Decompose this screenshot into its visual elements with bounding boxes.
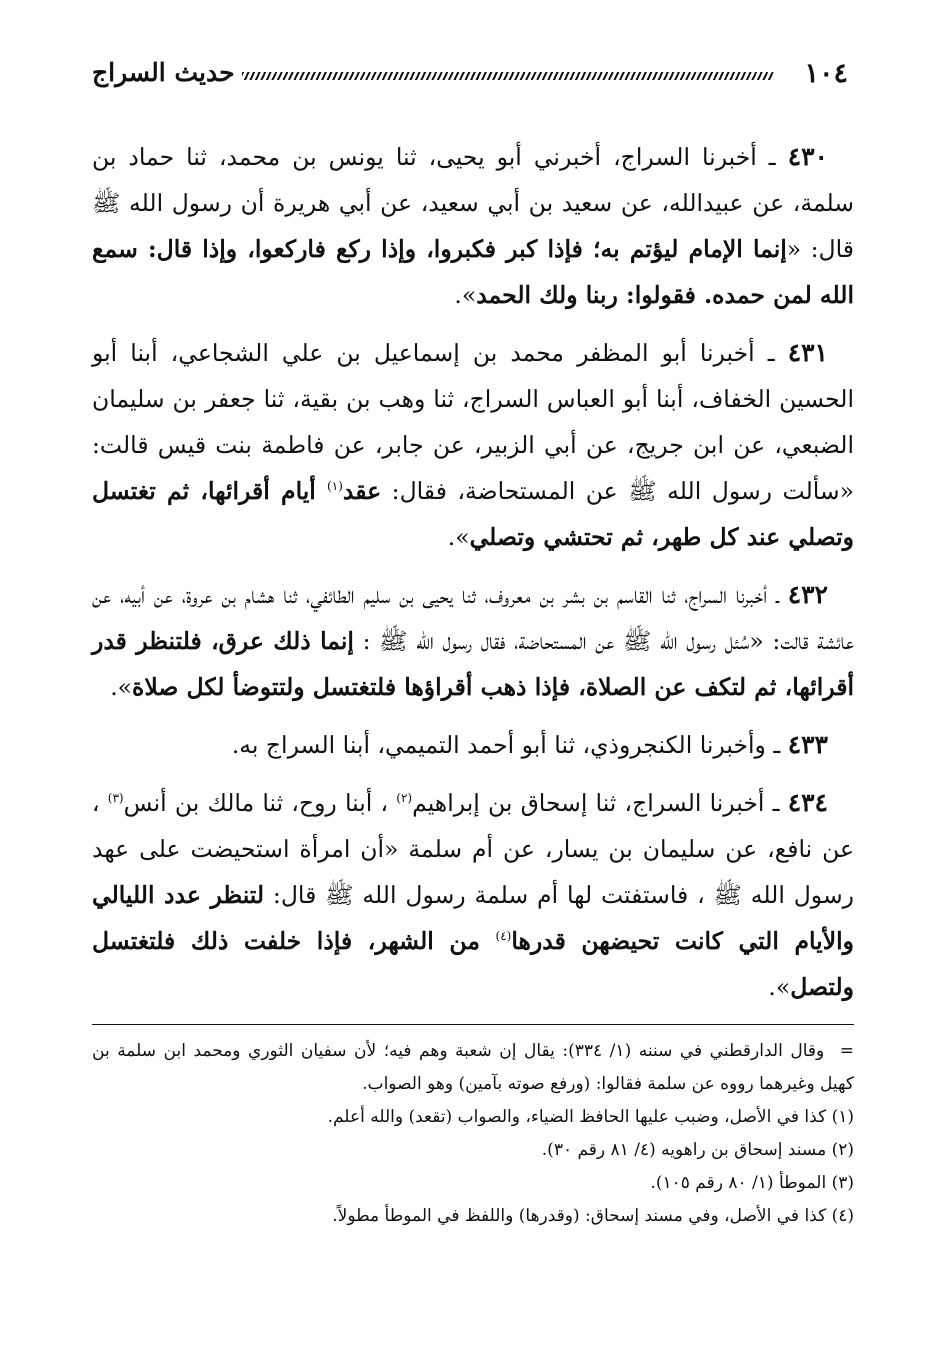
footnote-continuation [92,1035,854,1101]
hadith-paragraph [92,780,854,1010]
hadith-paragraph [92,722,854,768]
footnote-1: (١) كذا في الأصل، وضبب عليها الحافظ الضياء، والصواب (تقعد) والله أعلم. [327,1107,854,1127]
footnote-ref: (٢) [396,791,413,806]
hadith-number: ٤٣٤ [787,788,828,817]
page-number: ١٠٤ [804,58,848,89]
footnote-separator [92,1024,854,1025]
hadith-matn: من الشهر، فإذا خلفت ذلك فلتغتسل ولتصل [92,927,854,1001]
hadith-isnad: ـ أخبرنا السراج، أخبرني أبو يحيى، ثنا يونس بن محمد، ثنا حماد بن سلمة، عن عبيدالله، عن سعيد بن أبي سعيد، عن أبي هريرة أن رسول الله ﷺ قال: « [92,143,854,263]
hadith-paragraph [92,330,854,560]
continuation-mark: = [839,1041,854,1061]
hadith-isnad: ـ أخبرنا أبو المظفر محمد بن إسماعيل بن علي الشجاعي، أبنا أبو الحسين الخفاف، أبنا أبو العباس السراج، ثنا وهب بن بقية، ثنا جعفر بن سليمان الضبعي، عن ابن جريج، عن أبي الزبير، عن جابر، عن فاطمة بنت قيس قالت: «سألت رسول الله ﷺ عن المستحاضة، فقال: [92,339,854,505]
hadith-isnad: ـ وأخبرنا الكنجروذي، ثنا أبو أحمد التميمي، أبنا السراج به. [231,731,788,759]
footnote-ref: (١) [327,479,343,494]
hadith-number: ٤٣٣ [787,730,828,759]
hadith-isnad: ، عن نافع، عن سليمان بن يسار، عن أم سلمة «أن امرأة استحيضت على عهد رسول الله ﷺ ، فاستفتت لها أم سلمة رسول الله ﷺ قال: [92,789,854,909]
hadith-isnad: ». [454,281,477,309]
footnote-continuation-text: وقال الدارقطني في سننه (١/ ٣٣٤): يقال إن شعبة وهم فيه؛ لأن سفيان الثوري ومحمد ابن سلمة بن كهيل وغيرهما رووه عن سلمة فقالوا: (ورفع صوته بآمين) وهو الصواب. [92,1041,854,1094]
hadith-isnad: ـ أخبرنا السراج، ثنا القاسم بن بشر بن معروف، ثنا يحيى بن سليم الطائفي، ثنا هشام بن عروة، عن أبيه، عن عائشة قالت: «سُئل رسول الله ﷺ عن المستحاضة، فقال رسول الله ﷺ : [92,581,854,655]
hadith-isnad: ». [768,973,791,1001]
hadith-number: ٤٣٢ [787,580,828,609]
footnotes [92,1035,854,1233]
book-title: حديث السراج [92,58,235,87]
hadith-number: ٤٣١ [787,338,828,367]
hadith-text [92,134,854,1010]
footnote-3: (٣) الموطأ (١/ ٨٠ رقم ١٠٥). [650,1173,854,1193]
hadith-isnad: ـ أخبرنا السراج، ثنا إسحاق بن إبراهيم [412,789,788,817]
footnote-ref: (٣) [107,791,124,806]
header-ornament-rule [242,72,774,80]
hadith-isnad: ». [110,673,133,701]
hadith-matn: عقد [342,477,382,505]
running-head [92,52,854,96]
hadith-paragraph [92,134,854,318]
footnote-ref: (٤) [495,929,512,944]
hadith-matn: إنما الإمام ليؤتم به؛ فإذا كبر فكبروا، وإذا ركع فاركعوا، وإذا قال: سمع الله لمن حمده. فقولوا: ربنا ولك الحمد [92,235,854,309]
hadith-isnad: ، أبنا روح، ثنا مالك بن أنس [123,789,397,817]
hadith-matn: أيام أقرائها، ثم تغتسل وتصلي عند كل طهر، ثم تحتشي وتصلي [92,477,854,551]
footnote-4: (٤) كذا في الأصل، وفي مسند إسحاق: (وقدرها) واللفظ في الموطأ مطولاً. [332,1206,854,1226]
hadith-paragraph [92,572,854,710]
hadith-matn: لتنظر عدد الليالي والأيام التي كانت تحيضهن قدرها [92,881,854,955]
hadith-matn: إنما ذلك عرق، فلتنظر قدر أقرائها، ثم لتكف عن الصلاة، فإذا ذهب أقراؤها فلتغتسل ولتتوضأ لكل صلاة [92,627,854,701]
book-page [92,52,854,1306]
hadith-number: ٤٣٠ [787,142,828,171]
footnote-2: (٢) مسند إسحاق بن راهويه (٤/ ٨١ رقم ٣٠). [541,1140,854,1160]
hadith-isnad: ». [447,523,470,551]
